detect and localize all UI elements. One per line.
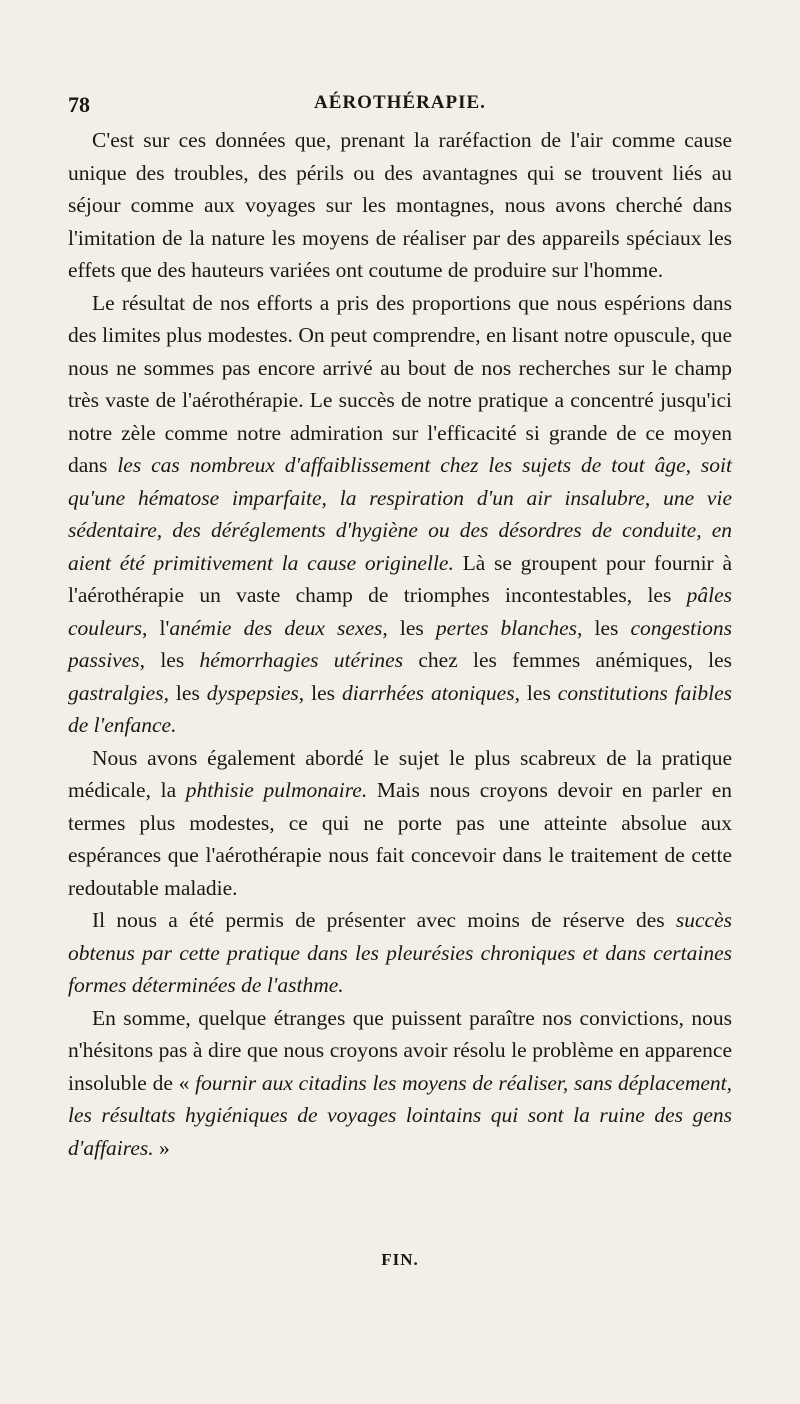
italic-run: hémorrhagies utérines <box>199 648 404 672</box>
text-run: C'est sur ces données que, prenant la raréfaction de l'air comme cause unique des troubles, des périls ou des avantagnes qui se trouvent liés au séjour comme aux voyages sur les montagnes, nous avons cherché dans l'imitation de la nature les moyens de réaliser par des appareils spéciaux les effets que des hauteurs variées ont coutume de produire sur l'homme. <box>68 128 732 282</box>
text-run: » <box>153 1135 170 1160</box>
text-run: Mais nous croyons devoir en parler en termes plus modestes, ce qui ne porte pas une atteinte absolue aux espérances que l'aérothérapie nous fait concevoir dans le traitement de cette redoutable maladie. <box>68 778 733 900</box>
page-number: 78 <box>68 92 90 117</box>
text-run: , les <box>298 680 342 705</box>
italic-run: pertes blanches <box>435 615 577 640</box>
text-run: Le résultat de nos efforts a pris des proportions que nous espérions dans des limites plus modestes. On peut comprendre, en lisant notre opuscule, que nous ne sommes pas encore arrivé au bout de nos recherches sur le champ très vaste de l'aérothérapie. Le succès de notre pratique a concentré jusqu'ici notre zèle comme notre admiration sur l'efficacité si grande de ce moyen dans <box>68 290 732 477</box>
italic-run: dyspepsies <box>206 680 299 705</box>
text-run: chez les femmes anémiques, les <box>403 648 732 672</box>
text-run: , l' <box>142 615 170 640</box>
italic-run: congestions passives <box>68 615 732 672</box>
italic-run: diarrhées atoniques <box>341 680 515 705</box>
italic-run: les cas nombreux d'affaiblissement chez les sujets de tout âge, soit qu'une hématose imparfaite, la respiration d'un air insalubre, une vie sédentaire, des déréglements d'hygiène ou des désordres de conduite, en aient été primitivement la cause originelle. <box>68 453 732 575</box>
italic-run: constitutions faibles de l'enfance. <box>68 680 732 737</box>
text-run: , les <box>139 648 200 672</box>
italic-run: phthisie pulmonaire. <box>185 778 368 802</box>
paragraph <box>68 1002 732 1165</box>
text-run: Nous avons également abordé le sujet le plus scabreux de la pratique médicale, la <box>68 745 732 802</box>
body-text <box>68 124 732 1164</box>
text-run: , les <box>382 615 436 640</box>
paragraph <box>68 124 732 287</box>
text-run: , les <box>163 680 207 705</box>
running-head <box>68 92 732 122</box>
paragraph <box>68 742 732 905</box>
italic-run: fournir aux citadins les moyens de réaliser, sans déplacement, les résultats hygiéniques de voyages lointains qui sont la ruine des gens d'affaires. <box>68 1070 732 1160</box>
paragraph <box>68 904 732 1002</box>
text-run: Il nous a été permis de présenter avec moins de réserve des <box>92 908 676 932</box>
italic-run: gastralgies <box>68 680 164 705</box>
italic-run: pâles couleurs <box>68 583 732 640</box>
text-run: En somme, quelque étranges que puissent paraître nos convictions, nous n'hésitons pas à dire que nous croyons avoir résolu le problème en apparence insoluble de « <box>68 1005 732 1095</box>
italic-run: succès obtenus par cette pratique dans les pleurésies chroniques et dans certaines formes déterminées de l'asthme. <box>68 908 732 997</box>
text-run: Là se groupent pour fournir à l'aérothérapie un vaste champ de triomphes incontestables, les <box>68 550 732 607</box>
running-title: AÉROTHÉRAPIE. <box>314 92 486 113</box>
text-run: , les <box>576 615 631 640</box>
end-mark: FIN. <box>381 1250 419 1269</box>
paragraph <box>68 287 732 742</box>
italic-run: anémie des deux sexes <box>169 615 383 640</box>
text-run: , les <box>514 680 558 705</box>
